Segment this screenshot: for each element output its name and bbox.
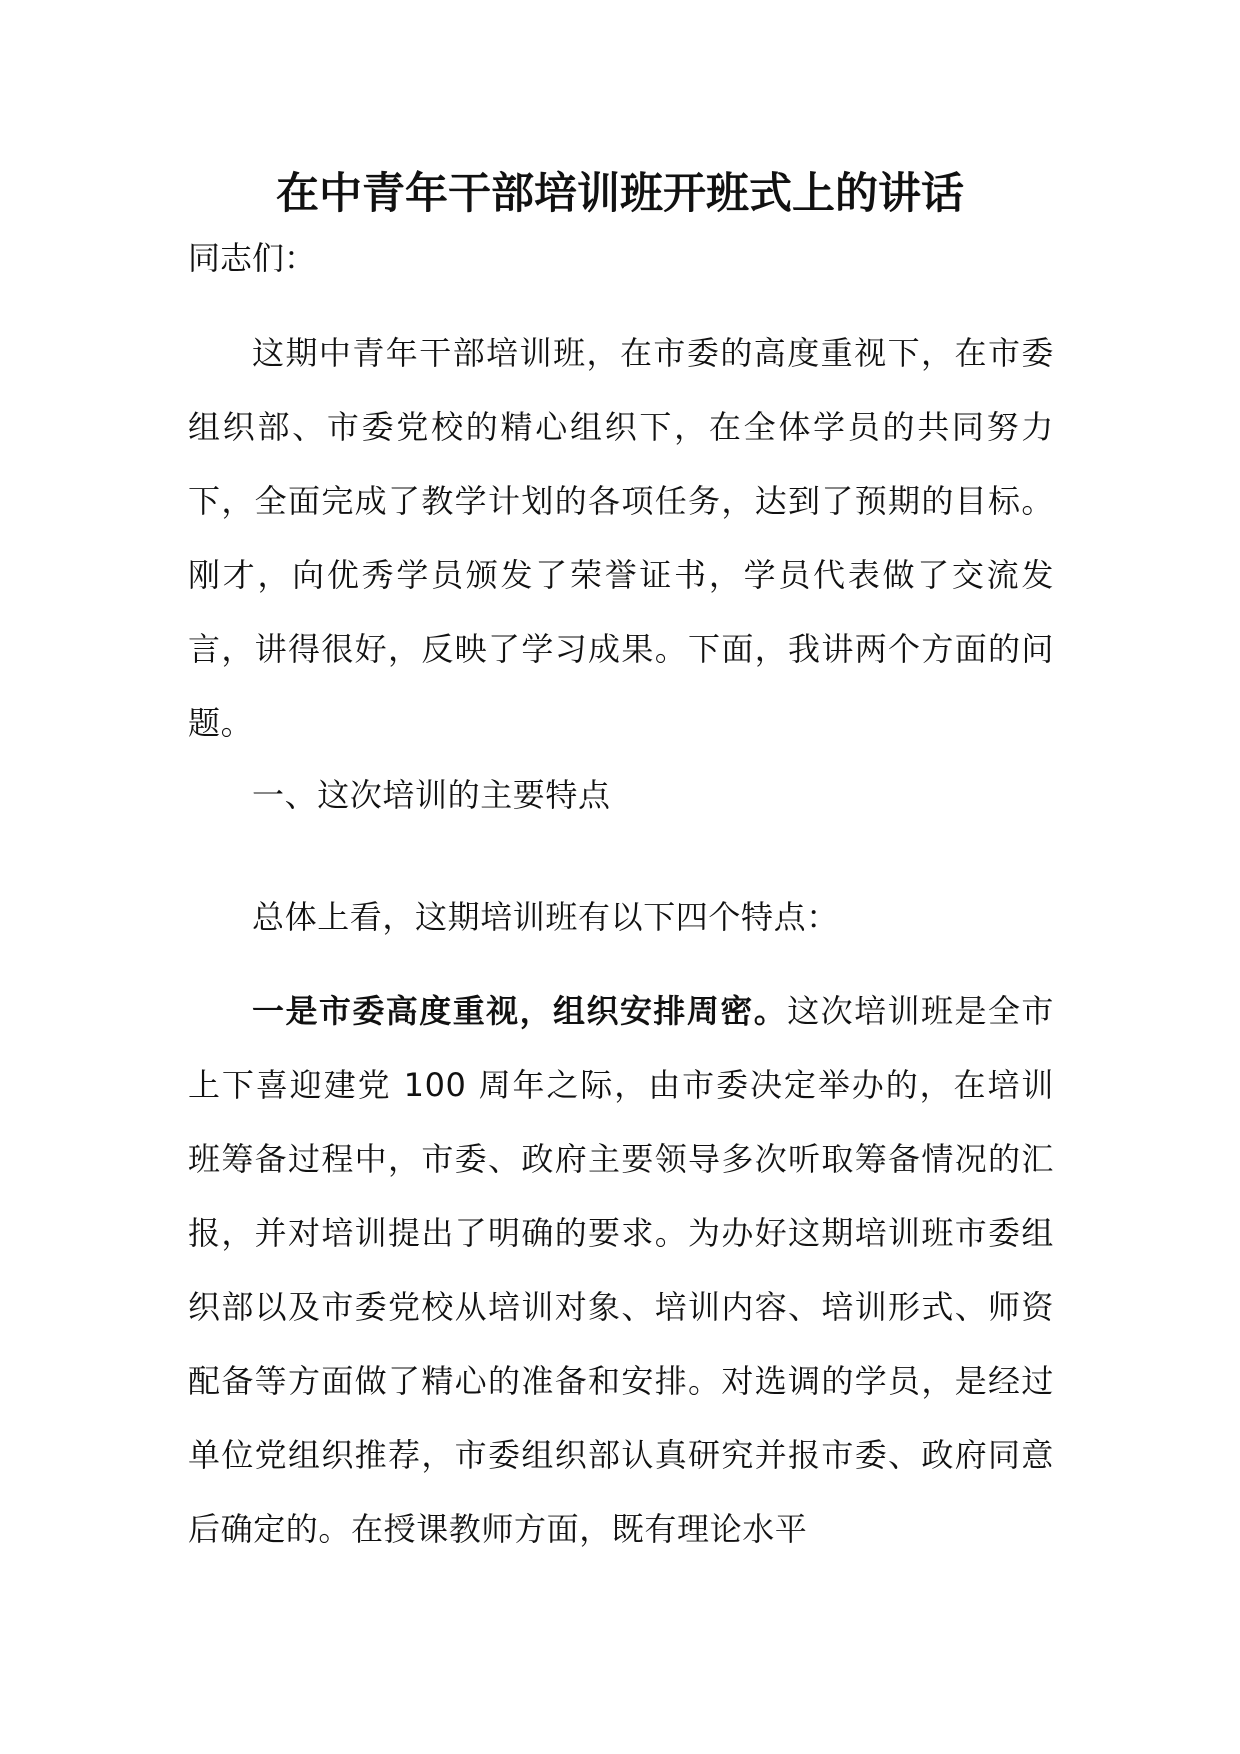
section-heading: 一、这次培训的主要特点 bbox=[252, 776, 611, 814]
document-title: 在中青年干部培训班开班式上的讲话 bbox=[276, 169, 964, 219]
salutation: 同志们： bbox=[188, 239, 317, 277]
paragraph-summary: 总体上看，这期培训班有以下四个特点： bbox=[252, 898, 839, 936]
point-one-lead: 一是市委高度重视，组织安排周密。 bbox=[252, 992, 788, 1030]
paragraph-point-one bbox=[188, 974, 1054, 1566]
paragraph-intro: 这期中青年干部培训班，在市委的高度重视下，在市委组织部、市委党校的精心组织下，在全体学员的共同努力下，全面完成了教学计划的各项任务，达到了预期的目标。刚才，向优秀学员颁发了荣誉证书，学员代表做了交流发言，讲得很好，反映了学习成果。下面，我讲两个方面的问题。 bbox=[188, 334, 1054, 742]
point-one-body: 这次培训班是全市上下喜迎建党 100 周年之际，由市委决定举办的，在培训班筹备过程中，市委、政府主要领导多次听取筹备情况的汇报，并对培训提出了明确的要求。为办好这期培训班市委组织部以及市委党校从培训对象、培训内容、培训形式、师资配备等方面做了精心的准备和安排。对选调的学员，是经过单位党组织推荐，市委组织部认真研究并报市委、政府同意后确定的。在授课教师方面，既有理论水平 bbox=[188, 992, 1054, 1548]
